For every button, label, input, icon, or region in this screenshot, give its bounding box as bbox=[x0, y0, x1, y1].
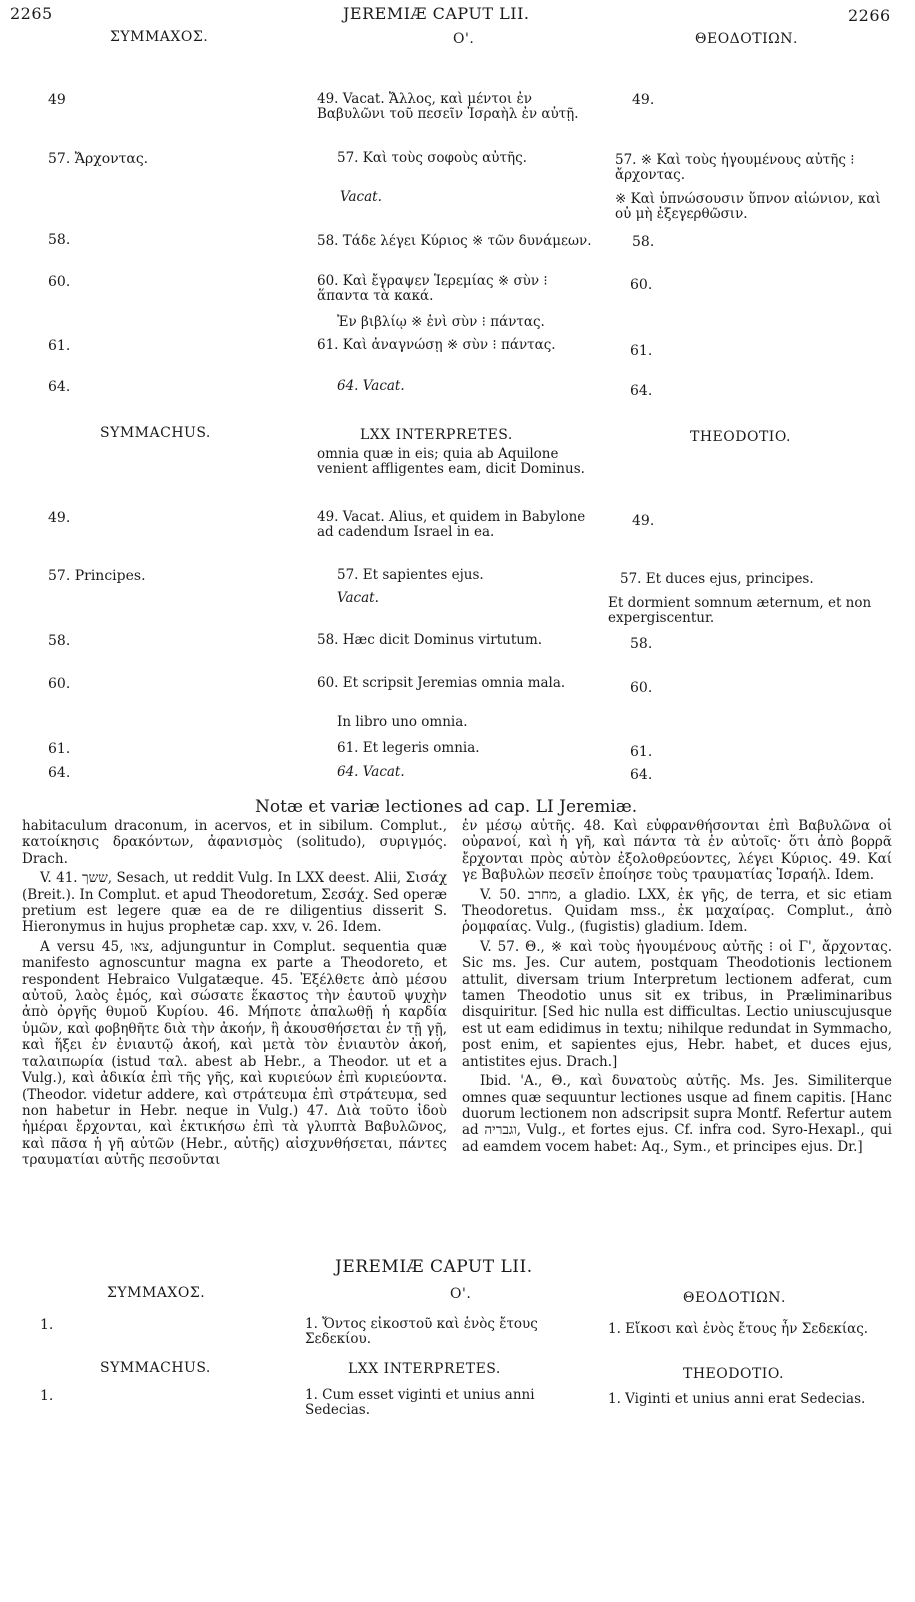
c52-greek-theo-1: 1. Εἴκοσι καὶ ἑνὸς ἔτους ἦν Σεδεκίας. bbox=[608, 1321, 869, 1337]
latin-lxx-61: 61. Et legeris omnia. bbox=[337, 740, 480, 756]
col-head-theodotion-greek: ΘΕΟΔΟΤΙΩΝ. bbox=[695, 31, 798, 47]
running-title: JEREMIÆ CAPUT LII. bbox=[343, 4, 530, 23]
greek-theo-58: 58. bbox=[632, 234, 655, 250]
notes-right-column bbox=[462, 818, 892, 1158]
note-paragraph: V. 57. Θ., ※ καὶ τοὺς ἡγουμένους αὐτῆς ⁝ οἱ Γ', ἄρχοντας. Sic ms. Jes. Cur autem, postquam Theodotionis lectionem attulit, diversam trium Interpretum lectionem adferat, cum tamen Theodotio unus sit ex tribus, in Præliminaribus disquiritur. [Sed hic nulla est difficultas. Lectio uniuscujusque est ut eam edidimus in textu; nihilque redundat in Symmacho, post enim, et sapientes ejus, Hebr. habet, et duces ejus, antistites ejus. Drach.] bbox=[462, 938, 892, 1070]
greek-lxx-60: 60. Καὶ ἔγραψεν Ἱερεμίας ※ σὺν ⁝ ἅπαντα τὰ κακά. bbox=[317, 273, 548, 304]
c52-col-head-symmachus-greek: ΣΥΜΜΑΧΟΣ. bbox=[107, 1285, 206, 1301]
c52-greek-sym-1: 1. bbox=[40, 1317, 54, 1333]
c52-latin-sym-1: 1. bbox=[40, 1388, 54, 1404]
greek-sym-58: 58. bbox=[48, 232, 71, 248]
latin-theo-57: 57. Et duces ejus, principes. bbox=[620, 571, 814, 587]
greek-lxx-64: 64. Vacat. bbox=[337, 378, 405, 394]
latin-theo-60: 60. bbox=[630, 680, 653, 696]
greek-theo-64: 64. bbox=[630, 383, 653, 399]
page-number-left: 2265 bbox=[10, 4, 53, 23]
greek-sym-64: 64. bbox=[48, 379, 71, 395]
latin-theo-49: 49. bbox=[632, 513, 655, 529]
latin-lxx-omnia: omnia quæ in eis; quia ab Aquilone venient affligentes eam, dicit Dominus. bbox=[317, 446, 585, 477]
greek-lxx-58: 58. Τάδε λέγει Κύριος ※ τῶν δυνάμεων. bbox=[317, 233, 592, 249]
greek-lxx-vacat: Vacat. bbox=[340, 189, 382, 205]
col-head-symmachus-latin: SYMMACHUS. bbox=[100, 425, 211, 441]
latin-sym-57: 57. Principes. bbox=[48, 568, 146, 584]
greek-lxx-61: 61. Καὶ ἀναγνώσῃ ※ σὺν ⁝ πάντας. bbox=[317, 337, 556, 353]
notes-left-column bbox=[22, 818, 447, 1172]
latin-lxx-libro: In libro uno omnia. bbox=[337, 714, 468, 730]
latin-lxx-49: 49. Vacat. Alius, et quidem in Babylone ad cadendum Israel in ea. bbox=[317, 509, 586, 540]
note-paragraph: habitaculum draconum, in acervos, et in sibilum. Complut., κατοίκησις δρακόντων, ἀφανισμὸς (solitudo), συριγμός. Drach. bbox=[22, 818, 447, 867]
greek-lxx-libro: Ἐν βιβλίῳ ※ ἑνὶ σὺν ⁝ πάντας. bbox=[337, 314, 545, 330]
latin-sym-60: 60. bbox=[48, 676, 71, 692]
greek-theo-49: 49. bbox=[632, 92, 655, 108]
note-paragraph: V. 41. ששך, Sesach, ut reddit Vulg. In LXX deest. Alii, Σισάχ (Breit.). In Complut. et apud Theodoretum, Σεσάχ. Sed operæ pretium est legere quæ ea de re diligentius disserit S. Hieronymus in hujus prophetæ cap. xxv, v. 26. Idem. bbox=[22, 870, 448, 936]
c52-col-head-lxx-greek: Ο'. bbox=[450, 1286, 472, 1302]
col-head-lxx-latin: LXX INTERPRETES. bbox=[360, 427, 513, 443]
chapter-52-title: JEREMIÆ CAPUT LII. bbox=[335, 1257, 533, 1277]
latin-theo-61: 61. bbox=[630, 744, 653, 760]
latin-theo-64: 64. bbox=[630, 767, 653, 783]
greek-theo-dormient: ※ Καὶ ὑπνώσουσιν ὕπνον αἰώνιον, καὶ οὐ μὴ ἐξεγερθῶσιν. bbox=[615, 191, 881, 222]
col-head-lxx-greek: Ο'. bbox=[453, 31, 475, 47]
col-head-theodotio-latin: THEODOTIO. bbox=[690, 429, 791, 445]
note-paragraph: ἐν μέσῳ αὐτῆς. 48. Καὶ εὐφρανθήσονται ἐπὶ Βαβυλῶνα οἱ οὐρανοί, καὶ ἡ γῆ, καὶ πάντα τὰ ἐν αὐτοῖς· ὅτι ἀπὸ βορρᾶ ἔρχονται πρὸς αὐτὸν ἐξολοθρεύοντες, λέγει Κύριος. 49. Καί γε Βαβυλὼν πεσεῖν ἐποίησε τοὺς τραυματίας Ἰσραήλ. Idem. bbox=[462, 818, 892, 884]
note-paragraph: A versu 45, צאו, adjunguntur in Complut. sequentia quæ manifesto agnoscuntur magna ex parte a Theodoreto, et respondent Hebraico Vulgatæque. 45. Ἐξέλθετε ἀπὸ μέσου αὐτοῦ, λαὸς ἐμός, καὶ σώσατε ἕκαστος τὴν ἑαυτοῦ ψυχὴν ἀπὸ ὀργῆς θυμοῦ Κυρίου. 46. Μήποτε ἀπαλωθῇ ἡ καρδία ὑμῶν, καὶ φοβηθῆτε διὰ τὴν ἀκοήν, ἣ ἀκουσθήσεται ἐν τῇ γῇ, καὶ ἥξει ἐν ἐνιαυτῷ ἀκοή, καὶ μετὰ τὸν ἐνιαυτὸν ἀκοή, ταλαιπωρία (istud ταλ. abest ab Hebr., a Theodor. ut et a Vulg.), καὶ ἀδικία ἐπὶ τῆς γῆς, καὶ κυριεύων ἐπὶ κυριεύοντα. (Theodor. videtur addere, καὶ στράτευμα ἐπὶ στράτευμα, sed non habetur in Hebr. neque in Vulg.) 47. Διὰ τοῦτο ἰδοὺ ἡμέραι ἔρχονται, καὶ ἐκτικήσω ἐπὶ τὰ γλυπτὰ Βαβυλῶνος, καὶ πᾶσα ἡ γῆ αὐτῶν (Hebr., αὐτῆς) αἰσχυνθήσεται, πάντες τραυματίαι αὐτῆς πεσοῦνται bbox=[22, 938, 447, 1169]
latin-sym-49: 49. bbox=[48, 510, 71, 526]
page-number-right: 2266 bbox=[848, 6, 891, 25]
c52-col-head-lxx-latin: LXX INTERPRETES. bbox=[348, 1361, 501, 1377]
greek-sym-61: 61. bbox=[48, 338, 71, 354]
c52-latin-theo-1: 1. Viginti et unius anni erat Sedecias. bbox=[608, 1391, 866, 1407]
greek-lxx-57: 57. Καὶ τοὺς σοφοὺς αὐτῆς. bbox=[337, 150, 527, 166]
latin-lxx-58: 58. Hæc dicit Dominus virtutum. bbox=[317, 632, 543, 648]
col-head-symmachus-greek: ΣΥΜΜΑΧΟΣ. bbox=[110, 29, 209, 45]
greek-sym-49: 49 bbox=[48, 92, 66, 108]
greek-sym-60: 60. bbox=[48, 274, 71, 290]
latin-lxx-vacat: Vacat. bbox=[337, 590, 379, 606]
note-paragraph: V. 50. מחרב, a gladio. LXX, ἐκ γῆς, de terra, et sic etiam Theodoretus. Quidam mss., ἐκ μαχαίρας. Complut., ἀπὸ ῥομφαίας. Vulg., (fugistis) gladium. Idem. bbox=[462, 886, 893, 936]
latin-theo-dormient: Et dormient somnum æternum, et non expergiscentur. bbox=[608, 595, 872, 626]
note-paragraph: Ibid. 'Α., Θ., καὶ δυνατοὺς αὐτῆς. Ms. Jes. Similiterque omnes quæ sequuntur lectiones usque ad finem capitis. [Hanc duorum lectionem non adscripsit supra Montf. Refertur autem ad וגבריה, Vulg., et fortes ejus. Cf. infra cod. Syro-Hexapl., qui ad eamdem vocem habet: Aq., Sym., et principes ejus. Dr.] bbox=[462, 1073, 892, 1155]
notes-title: Notæ et variæ lectiones ad cap. LI Jeremiæ. bbox=[255, 797, 638, 817]
latin-theo-58: 58. bbox=[630, 636, 653, 652]
latin-lxx-57: 57. Et sapientes ejus. bbox=[337, 567, 484, 583]
greek-lxx-49: 49. Vacat. Ἄλλος, καὶ μέντοι ἐν Βαβυλῶνι τοῦ πεσεῖν Ἰσραὴλ ἐν αὐτῇ. bbox=[317, 91, 579, 122]
greek-theo-60: 60. bbox=[630, 277, 653, 293]
greek-sym-57: 57. Ἄρχοντας. bbox=[48, 151, 149, 167]
latin-lxx-60: 60. Et scripsit Jeremias omnia mala. bbox=[317, 675, 566, 691]
greek-theo-57: 57. ※ Καὶ τοὺς ἡγουμένους αὐτῆς ⁝ ἄρχοντας. bbox=[615, 152, 855, 183]
c52-col-head-symmachus-latin: SYMMACHUS. bbox=[100, 1360, 211, 1376]
latin-lxx-64: 64. Vacat. bbox=[337, 764, 405, 780]
c52-greek-lxx-1: 1. Ὄντος εἰκοστοῦ καὶ ἑνὸς ἔτους Σεδεκίου. bbox=[305, 1316, 538, 1347]
c52-latin-lxx-1: 1. Cum esset viginti et unius anni Sedecias. bbox=[305, 1387, 535, 1418]
latin-sym-61: 61. bbox=[48, 741, 71, 757]
greek-theo-61: 61. bbox=[630, 343, 653, 359]
c52-col-head-theodotio-latin: THEODOTIO. bbox=[683, 1366, 784, 1382]
c52-col-head-theodotion-greek: ΘΕΟΔΟΤΙΩΝ. bbox=[683, 1290, 786, 1306]
latin-sym-64: 64. bbox=[48, 765, 71, 781]
latin-sym-58: 58. bbox=[48, 633, 71, 649]
